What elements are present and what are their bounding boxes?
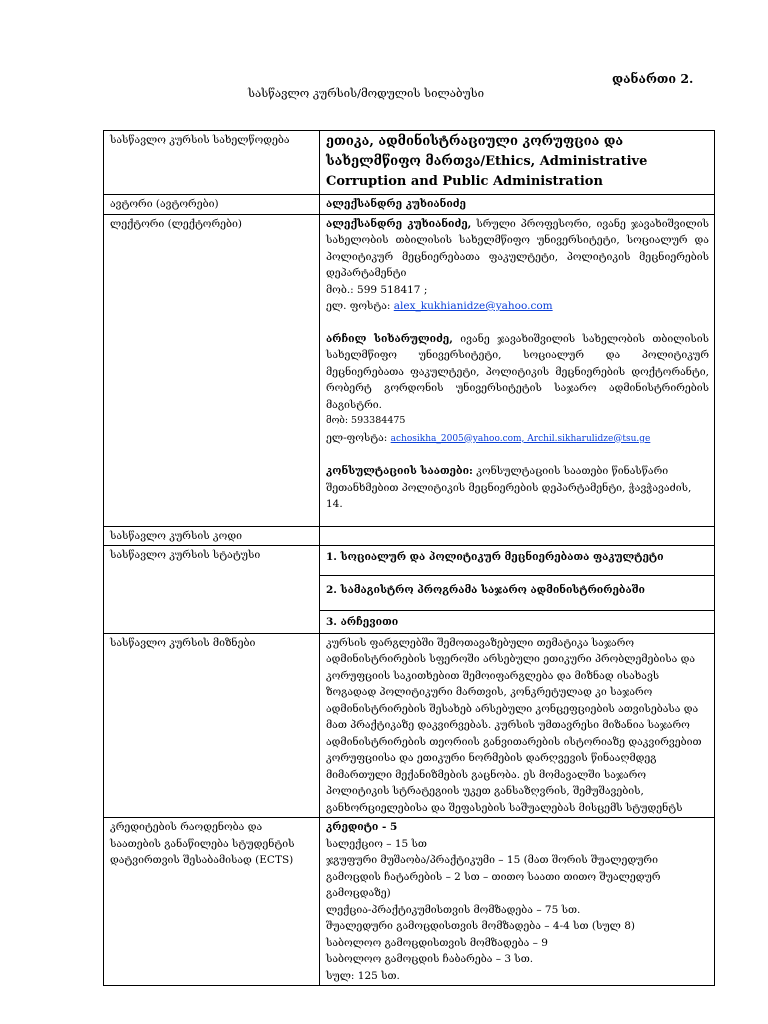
lecturer-value (320, 214, 715, 526)
lecturer-2-email-line (326, 430, 709, 448)
lecturer-2-desc: ივანე ჯავახიშვილის სახელობის თბილისის სახელმწიფო უნივერსიტეტი, სოციალურ და პოლიტიკურ მეცნიერებათა ფაკულტეტი, პოლიტიკის მეცნიერების დოქტორანტი, რობერტ გორდონის უნივერსიტეტის საჯარო ადმინისტრირების მაგისტრი. (326, 332, 709, 411)
course-name-label: სასწავლო კურსის სახელწოდება (104, 131, 320, 195)
credits-line: საბოლოო გამოცდისთვის მომზადება – 9 (326, 936, 548, 949)
row-lecturer (104, 214, 715, 526)
document-title: სასწავლო კურსის/მოდულის სილაბუსი (248, 86, 485, 100)
author-label: ავტორი (ავტორები) (104, 195, 320, 215)
lecturer-label: ლექტორი (ლექტორები) (104, 214, 320, 526)
course-status-item-1: 1. სოციალურ და პოლიტიკურ მეცნიერებათა ფაკულტეტი (320, 546, 715, 576)
lecturer-1-phone: მობ.: 599 518417 ; (326, 283, 428, 296)
course-status-item-3: 3. არჩევითი (320, 611, 715, 634)
lecturer-1-info (326, 216, 709, 282)
lecturer-1-email-line (326, 298, 709, 315)
row-course-code (104, 526, 715, 546)
lecturer-1-desc: სრული პროფესორი, ივანე ჯავახიშვილის სახელობის თბილისის სახელმწიფო უნივერსიტეტი, სოციალურ და პოლიტიკურ მეცნიერებათა ფაკულტეტი, პოლიტიკის მეცნიერების დეპარტამენტი (326, 217, 709, 279)
goals-label: სასწავლო კურსის მიზნები (104, 633, 320, 818)
syllabus-table (103, 130, 715, 986)
credits-line: სალექციო – 15 სთ (326, 837, 427, 850)
credits-line: კრედიტი - 5 (326, 821, 398, 833)
credits-line: ლექცია-პრაქტიკუმისთვის მომზადება – 75 სთ. (326, 903, 581, 916)
credits-value (320, 818, 715, 986)
row-goals (104, 633, 715, 818)
appendix-label: დანართი 2. (612, 71, 694, 86)
row-course-name (104, 131, 715, 195)
credits-line: შუალედური გამოცდისთვის მომზადება – 4-4 სთ (სულ 8) (326, 920, 635, 932)
course-name-value: ეთიკა, ადმინისტრაციული კორუფცია და სახელმწიფო მართვა/Ethics, Administrative Corruption and Public Administration (320, 131, 715, 195)
credits-line: სულ: 125 სთ. (326, 969, 400, 982)
course-status-label: სასწავლო კურსის სტატუსი (104, 546, 320, 634)
lecturer-2-info (326, 331, 709, 414)
course-code-value (320, 526, 715, 546)
author-value: ალექსანდრე კუხიანიძე (320, 195, 715, 215)
row-credits (104, 818, 715, 986)
lecturer-2-name: არჩილ სიხარულიძე, (326, 332, 453, 345)
consultation-text: კონსულტაციის საათები წინასწარი შეთანხმებით პოლიტიკის მეცნიერების დეპარტამენტი, ჭავჭავაძის, 14. (326, 465, 692, 510)
lecturer-2-phone: მობ: 593384475 (326, 415, 406, 426)
credits-line: საბოლოო გამოცდის ჩაბარება – 3 სთ. (326, 953, 534, 965)
lecturer-2-email-label: ელ-ფოსტა: (326, 431, 391, 444)
credits-line: ჯგუფური მუშაობა/პრაქტიკუმი – 15 (მათ შორის შუალედური გამოცდის ჩატარების – 2 სთ – თითო საათი თითო შუალედურ გამოცდაზე) (326, 854, 661, 899)
lecturer-1-email-link[interactable]: alex_kukhianidze@yahoo.com (393, 300, 553, 312)
credits-label: კრედიტების რაოდენობა და საათების განაწილება სტუდენტის დატვირთვის შესაბამისად (ECTS) (104, 818, 320, 986)
consultation-info (326, 463, 709, 525)
lecturer-1-name: ალექსანდრე კუხიანიძე, (326, 217, 472, 230)
course-status-item-2: 2. სამაგისტრო პროგრამა საჯარო ადმინისტრირებაში (320, 575, 715, 611)
row-author (104, 195, 715, 215)
course-code-label: სასწავლო კურსის კოდი (104, 526, 320, 546)
lecturer-2-email-link[interactable]: achosikha_2005@yahoo.com, Archil.sikharulidze@tsu.ge (390, 433, 651, 444)
row-course-status-1 (104, 546, 715, 576)
consultation-label: კონსულტაციის საათები: (326, 465, 473, 477)
goals-text: კურსის ფარგლებში შემოთავაზებული თემატიკა საჯარო ადმინისტრირების სფეროში არსებული ეთიკური პრობლემებისა და კორუფციის საკითხებით შემოიფარგლება და მიზნად ისახავს ზოგადად პოლიტიკური მართვის, კონკრეტულად კი საჯარო ადმინისტრირების შესახებ არსებული კონცეფციების ათვისებასა და მათ პრაქტიკაზე დაკვირვებას. კურსის უმთავრესი მიზანია საჯარო ადმინისტრირების თეორიის განვითარების ისტორიაზე დაკვირვებით კორუფციისა და ეთიკური ნორმების დარღვევის წინააღმდეგ მიმართული მექანიზმების გაცნობა. ეს მომავალში საჯარო პოლიტიკის სტრატეგიის უკეთ განსაზღვრის, შემუშავების, განხორციელებისა და შეფასების საშუალებას მისცემს სტუდენტს (320, 633, 715, 818)
lecturer-1-email-label: ელ. ფოსტა: (326, 300, 394, 312)
